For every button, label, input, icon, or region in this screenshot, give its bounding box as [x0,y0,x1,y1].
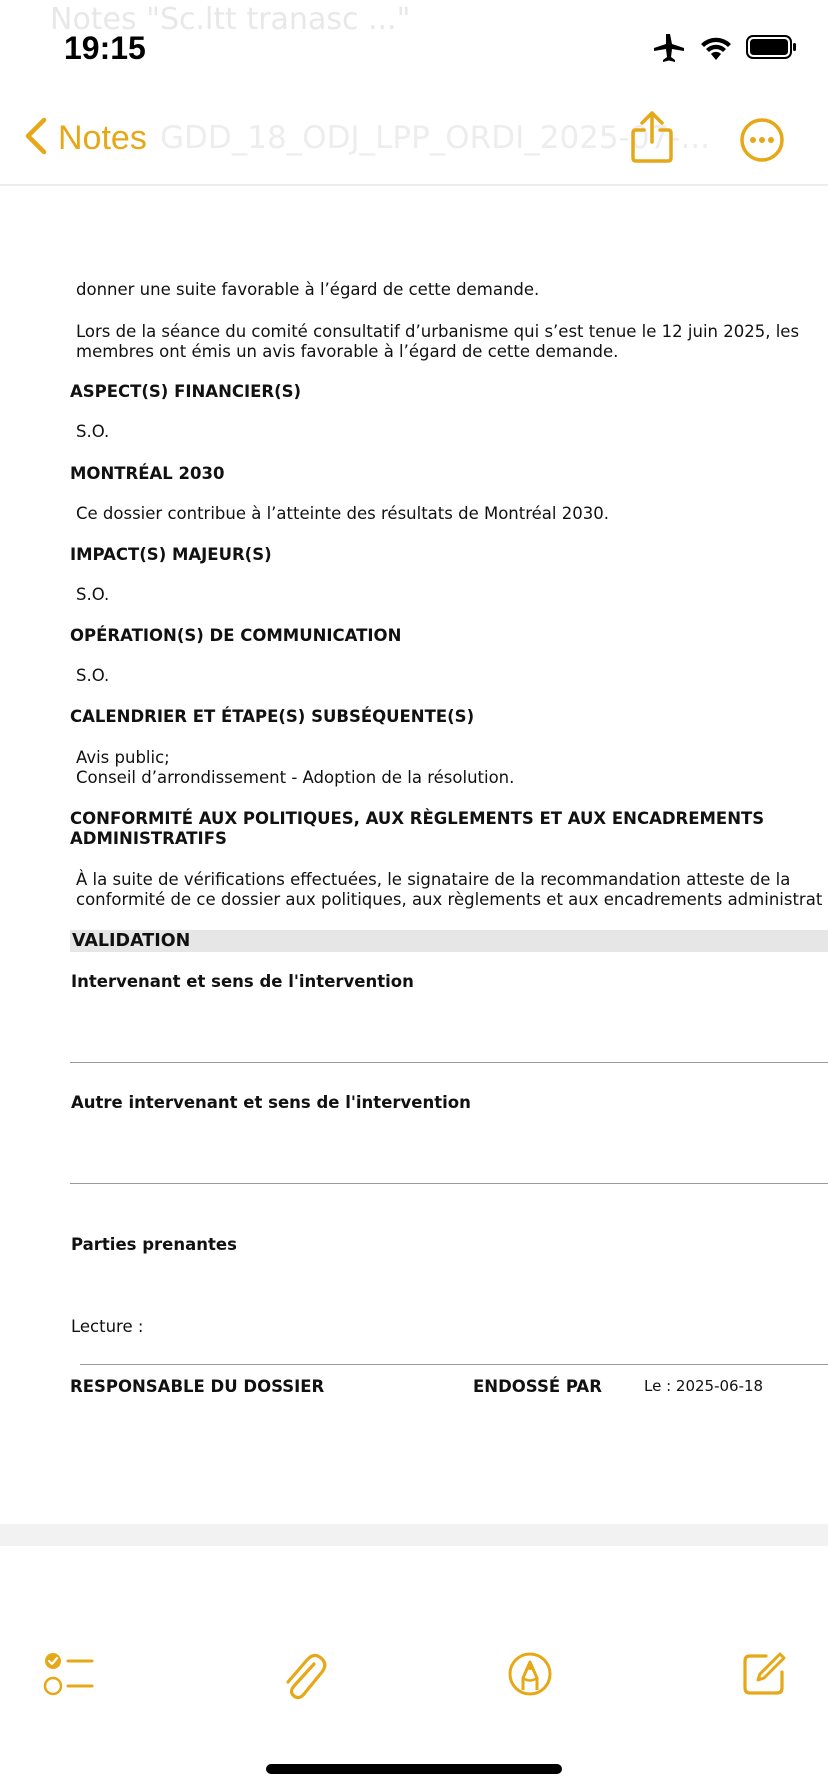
paragraph-2-line2: membres ont émis un avis favorable à l’égard de cette demande. [76,342,619,361]
parties-prenantes-heading: Parties prenantes [71,1235,237,1254]
calendrier-line1: Avis public; [76,748,170,767]
back-label: Notes [58,118,147,157]
home-indicator [266,1764,562,1774]
chevron-left-icon [22,116,48,160]
impact-majeur-heading: IMPACT(S) MAJEUR(S) [70,545,272,564]
status-bar [0,0,828,100]
checklist-button[interactable] [42,1650,90,1698]
paragraph-2-line1: Lors de la séance du comité consultatif d’urbanisme qui s’est tenue le 12 juin 2025, les [76,322,800,341]
ellipsis-circle-icon [738,116,786,164]
conformite-heading-line2: ADMINISTRATIFS [70,829,227,848]
attachment-button[interactable] [280,1650,328,1698]
status-time: 19:15 [64,30,146,66]
divider [70,1183,828,1184]
markup-pen-icon [506,1650,554,1698]
conformite-line2: conformité de ce dossier aux politiques, aux règlements et aux encadrements administrat [76,890,823,909]
endosse-par-label: ENDOSSÉ PAR [473,1377,602,1396]
paragraph-1: donner une suite favorable à l’égard de cette demande. [76,280,540,299]
more-options-button[interactable] [738,116,786,164]
markup-button[interactable] [506,1650,554,1698]
battery-icon [746,34,798,64]
calendrier-heading: CALENDRIER ET ÉTAPE(S) SUBSÉQUENTE(S) [70,707,475,726]
operation-communication-heading: OPÉRATION(S) DE COMMUNICATION [70,626,402,645]
page-separator [0,1524,828,1546]
document-title: GDD_18_ODJ_LPP_ORDI_2025-07-... [160,120,711,156]
aspect-financier-text: S.O. [76,422,110,441]
wifi-icon [700,34,732,64]
share-icon [628,110,676,164]
compose-icon [740,1650,788,1698]
share-button[interactable] [628,110,676,164]
paperclip-icon [280,1650,328,1702]
navigation-bar [0,100,828,186]
pdf-page [0,186,828,1528]
divider [70,1062,828,1063]
aspect-financier-heading: ASPECT(S) FINANCIER(S) [70,382,302,401]
back-button[interactable] [22,116,147,160]
montreal-2030-heading: MONTRÉAL 2030 [70,464,225,483]
faded-background-title: Notes "Sc.ltt tranasc ..." [50,2,411,37]
autre-intervenant-heading: Autre intervenant et sens de l'intervention [71,1093,471,1112]
montreal-2030-text: Ce dossier contribue à l’atteinte des résultats de Montréal 2030. [76,504,609,523]
divider [80,1364,828,1365]
intervenant-heading: Intervenant et sens de l'intervention [71,972,414,991]
calendrier-line2: Conseil d’arrondissement - Adoption de la résolution. [76,768,515,787]
status-icons [652,34,798,64]
conformite-line1: À la suite de vérifications effectuées, le signataire de la recommandation atteste de la [76,870,791,889]
responsable-dossier-label: RESPONSABLE DU DOSSIER [70,1377,325,1396]
lecture-label: Lecture : [71,1317,144,1336]
operation-communication-text: S.O. [76,666,110,685]
date-label: Le : 2025-06-18 [644,1377,764,1395]
airplane-icon [652,32,686,66]
validation-heading: VALIDATION [70,930,828,952]
impact-majeur-text: S.O. [76,585,110,604]
compose-button[interactable] [740,1650,788,1698]
conformite-heading-line1: CONFORMITÉ AUX POLITIQUES, AUX RÈGLEMENTS ET AUX ENCADREMENTS [70,809,765,828]
checklist-icon [42,1650,94,1698]
